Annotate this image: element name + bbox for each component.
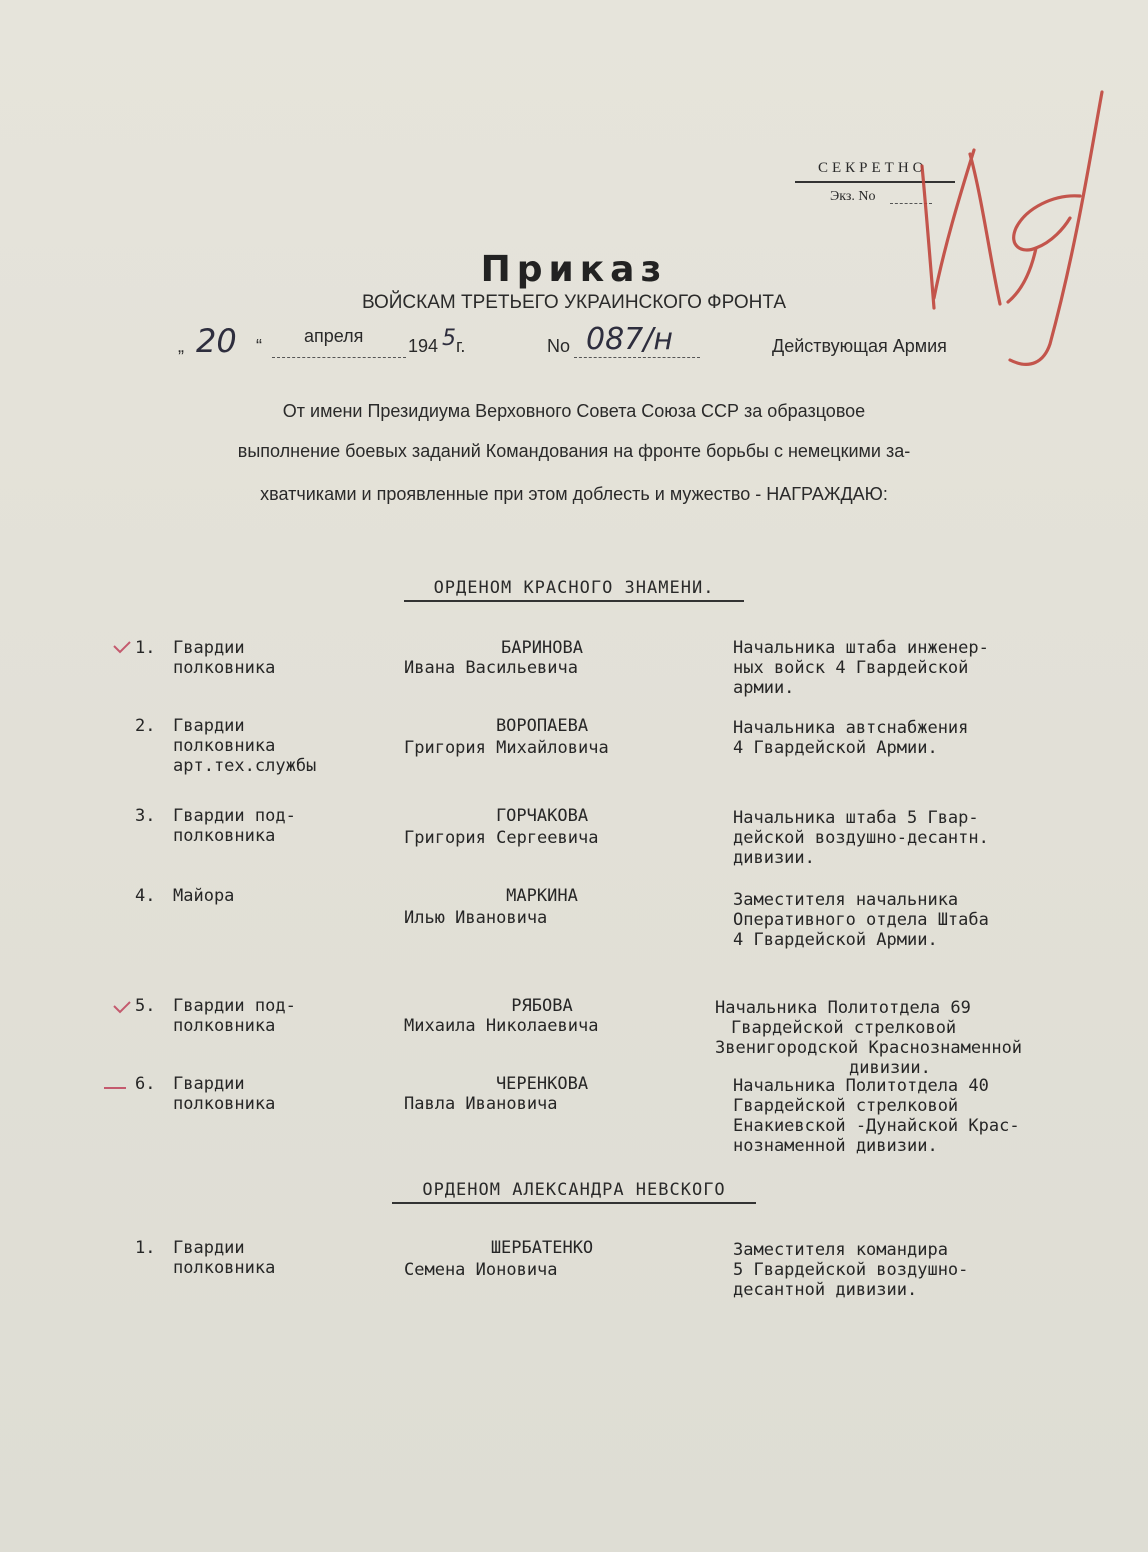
- order-number-blank: [574, 357, 700, 358]
- order-number-label: No: [547, 336, 571, 356]
- section-heading-text: ОРДЕНОМ КРАСНОГО ЗНАМЕНИ.: [404, 578, 745, 602]
- date-year-suffix: 5: [442, 326, 456, 351]
- entry-surname: ГОРЧАКОВА: [495, 806, 589, 826]
- entry-number: 4.: [135, 886, 156, 906]
- intro-line-3: хватчиками и проявленные при этом доблесть и мужество - НАГРАЖДАЮ:: [260, 484, 888, 504]
- section-heading-text: ОРДЕНОМ АЛЕКСАНДРА НЕВСКОГО: [392, 1180, 755, 1204]
- entry-surname: ВОРОПАЕВА: [495, 716, 589, 736]
- order-subtitle: ВОЙСКАМ ТРЕТЬЕГО УКРАИНСКОГО ФРОНТА: [361, 292, 787, 313]
- entry-rank: Гвардии полковника: [173, 638, 276, 678]
- entry-surname: РЯБОВА: [511, 996, 573, 1016]
- entry-number: 6.: [135, 1074, 156, 1094]
- entry-surname: ЧЕРЕНКОВА: [495, 1074, 589, 1094]
- check-mark-icon: [112, 1000, 132, 1014]
- entry-position: Начальника Политотдела 40 Гвардейской стрелковой Енакиевской -Дунайской Крас- нознаменной дивизии.: [733, 1076, 1020, 1156]
- entry-given-name: Павла Ивановича: [404, 1094, 558, 1114]
- order-number: 087/н: [586, 322, 673, 357]
- entry-given-name: Григория Михайловича: [404, 738, 609, 758]
- entry-given-name: Ивана Васильевича: [404, 658, 578, 678]
- date-month: апреля: [304, 326, 364, 346]
- month-blank: [272, 357, 406, 358]
- entry-number: 2.: [135, 716, 156, 736]
- date-close-quote: “: [256, 336, 262, 356]
- classification-label: СЕКРЕТНО: [818, 160, 928, 176]
- section-heading-nevsky: [0, 1180, 1148, 1200]
- entry-given-name: Григория Сергеевича: [404, 828, 599, 848]
- entry-number: 3.: [135, 806, 156, 826]
- entry-position: Начальника штаба 5 Гвар- дейской воздушно-десантн. дивизии.: [733, 808, 989, 868]
- location-label: Действующая Армия: [772, 336, 947, 356]
- entry-rank: Гвардии под- полковника: [173, 996, 296, 1036]
- entry-position: Начальника автснабжения 4 Гвардейской Армии.: [733, 718, 969, 758]
- date-day: 20: [196, 322, 237, 360]
- copy-number-label: Экз. No: [830, 189, 876, 204]
- order-title: Приказ: [480, 249, 668, 290]
- entry-number: 5.: [135, 996, 156, 1016]
- entry-rank: Гвардии полковника: [173, 1238, 276, 1278]
- entry-given-name: Михаила Николаевича: [404, 1016, 599, 1036]
- section-heading-red-banner: [0, 578, 1148, 598]
- entry-rank: Гвардии полковника арт.тех.службы: [173, 716, 317, 776]
- entry-given-name: Семена Ионовича: [404, 1260, 558, 1280]
- entry-given-name: Илью Ивановича: [404, 908, 548, 928]
- date-year-prefix: 194: [408, 336, 439, 356]
- entry-position: Заместителя начальника Оперативного отдела Штаба 4 Гвардейской Армии.: [733, 890, 989, 950]
- intro-line-1: От имени Президиума Верховного Совета Союза ССР за образцовое: [282, 401, 866, 421]
- entry-rank: Гвардии под- полковника: [173, 806, 296, 846]
- entry-position: Заместителя командира 5 Гвардейской воздушно- десантной дивизии.: [733, 1240, 969, 1300]
- entry-position: Начальника Политотдела 69 Гвардейской стрелковой Звенигородской Краснознаменной дивизии.: [715, 998, 1023, 1078]
- date-open-quote: „: [178, 336, 184, 356]
- dash-mark: [104, 1087, 126, 1089]
- entry-surname: МАРКИНА: [506, 886, 578, 906]
- entry-surname: ШЕРБАТЕНКО: [490, 1238, 594, 1258]
- entry-surname: БАРИНОВА: [501, 638, 583, 658]
- entry-number: 1.: [135, 1238, 156, 1258]
- entry-rank: Майора: [173, 886, 235, 906]
- check-mark-icon: [112, 640, 132, 654]
- entry-position: Начальника штаба инженер- ных войск 4 Гвардейской армии.: [733, 638, 989, 698]
- date-year-unit: г.: [456, 336, 466, 356]
- entry-number: 1.: [135, 638, 156, 658]
- entry-rank: Гвардии полковника: [173, 1074, 276, 1114]
- intro-line-2: выполнение боевых заданий Командования на фронте борьбы с немецкими за-: [237, 441, 911, 461]
